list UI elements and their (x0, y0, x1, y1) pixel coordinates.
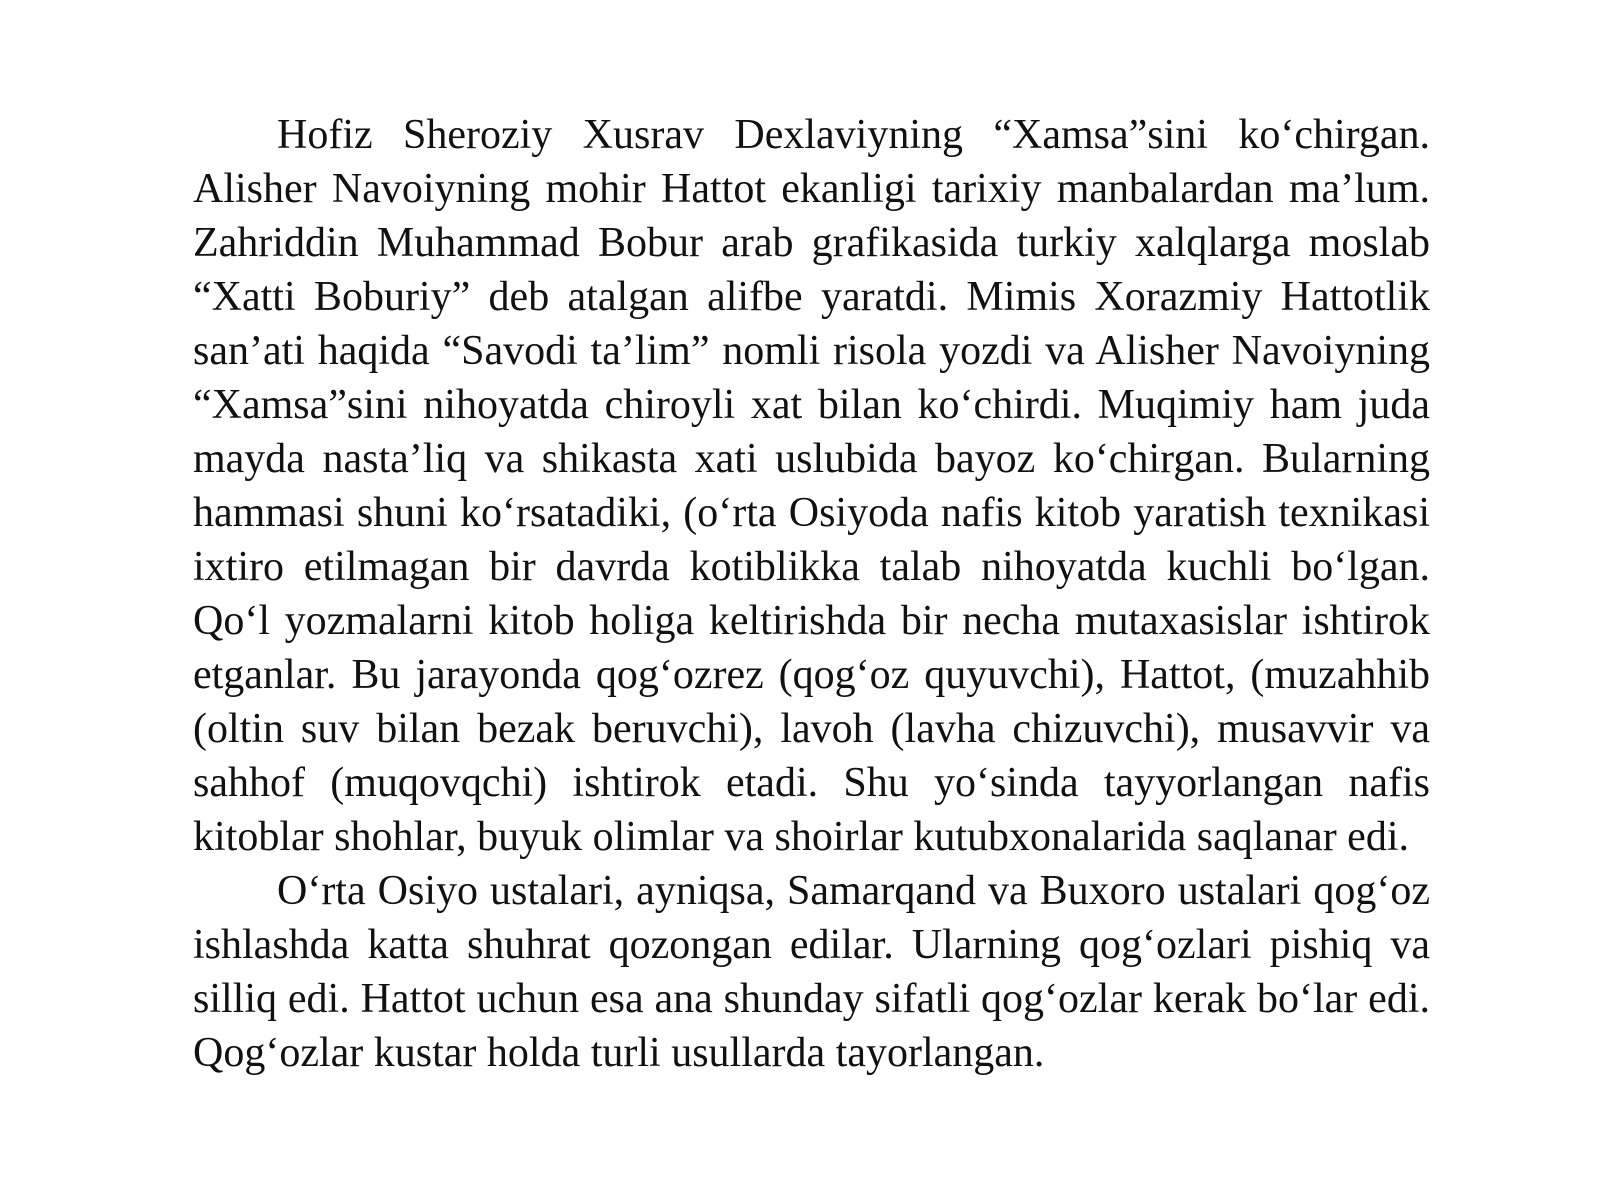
body-text (193, 108, 1430, 1080)
paragraph-1: Hofiz Sheroziy Xusrav Dexlaviyning “Xamsa”sini koʻchirgan. Alisher Navoiyning mohir Hattot ekanligi tarixiy manbalardan maʼlum. Zahriddin Muhammad Bobur arab grafikasida turkiy xalqlarga moslab “Xatti Boburiy” deb atalgan alifbe yaratdi. Mimis Xorazmiy Hattotlik sanʼati haqida “Savodi taʼlim” nomli risola yozdi va Alisher Navoiyning “Xamsa”sini nihoyatda chiroyli xat bilan koʻchirdi. Muqimiy ham juda mayda nastaʼliq va shikasta xati uslubida bayoz koʻchirgan. Bularning hammasi shuni koʻrsatadiki, (oʻrta Osiyoda nafis kitob yaratish texnikasi ixtiro etilmagan bir davrda kotiblikka talab nihoyatda kuchli boʻlgan. Qoʻl yozmalarni kitob holiga keltirishda bir necha mutaxasislar ishtirok etganlar. Bu jarayonda qogʻozrez (qogʻoz quyuvchi), Hattot, (muzahhib (oltin suv bilan bezak beruvchi), lavoh (lavha chizuvchi), musavvir va sahhof (muqovqchi) ishtirok etadi. Shu yoʻsinda tayyorlangan nafis kitoblar shohlar, buyuk olimlar va shoirlar kutubxonalarida saqlanar edi. (193, 112, 1430, 860)
paragraph-2: Oʻrta Osiyo ustalari, ayniqsa, Samarqand va Buxoro ustalari qogʻoz ishlashda katta shuhrat qozongan edilar. Ularning qogʻozlari pishiq va silliq edi. Hattot uchun esa ana shunday sifatli qogʻozlar kerak boʻlar edi. Qogʻozlar kustar holda turli usullarda tayorlangan. (193, 868, 1430, 1076)
